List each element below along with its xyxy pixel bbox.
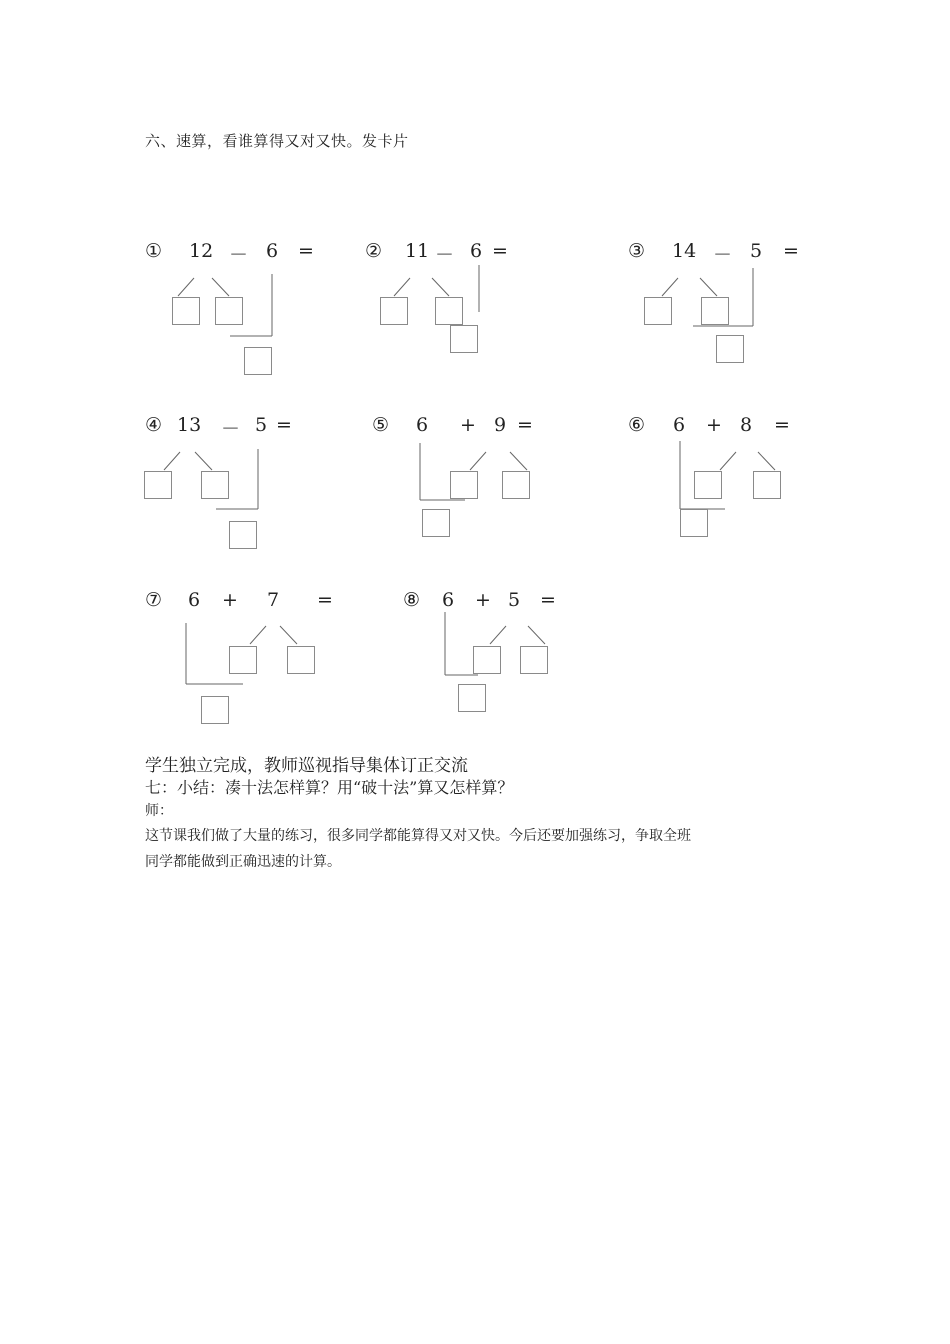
text-line-2: 七：小结：凑十法怎样算？用“破十法”算又怎样算？ xyxy=(145,778,514,797)
equals-sign: = xyxy=(774,414,790,436)
answer-box[interactable] xyxy=(229,521,257,549)
operand-b: 8 xyxy=(740,414,753,436)
problem-marker: ⑦ xyxy=(145,589,163,611)
operand-b: 6 xyxy=(470,240,483,262)
answer-box[interactable] xyxy=(450,325,478,353)
operand-b: 5 xyxy=(255,414,268,436)
operand-a: 6 xyxy=(673,414,686,436)
answer-box[interactable] xyxy=(450,471,478,499)
operand-b: 7 xyxy=(267,589,280,611)
answer-box[interactable] xyxy=(473,646,501,674)
operator: + xyxy=(475,589,491,611)
answer-box[interactable] xyxy=(201,696,229,724)
problem-marker: ⑤ xyxy=(372,414,390,436)
equals-sign: = xyxy=(540,589,556,611)
operator: － xyxy=(229,244,249,266)
problem-marker: ② xyxy=(365,240,383,262)
answer-box[interactable] xyxy=(502,471,530,499)
operand-b: 5 xyxy=(750,240,763,262)
answer-box[interactable] xyxy=(694,471,722,499)
problem-marker: ① xyxy=(145,240,163,262)
equals-sign: = xyxy=(298,240,314,262)
operator: + xyxy=(222,589,238,611)
operand-a: 6 xyxy=(416,414,429,436)
answer-box[interactable] xyxy=(215,297,243,325)
operand-a: 6 xyxy=(188,589,201,611)
equals-sign: = xyxy=(783,240,799,262)
answer-box[interactable] xyxy=(287,646,315,674)
operand-a: 12 xyxy=(189,240,214,262)
answer-box[interactable] xyxy=(644,297,672,325)
answer-box[interactable] xyxy=(716,335,744,363)
answer-box[interactable] xyxy=(172,297,200,325)
text-line-1: 学生独立完成，教师巡视指导集体订正交流 xyxy=(145,756,468,776)
problem-marker: ③ xyxy=(628,240,646,262)
text-line-5: 同学都能做到正确迅速的计算。 xyxy=(145,854,341,870)
operand-b: 9 xyxy=(494,414,507,436)
answer-box[interactable] xyxy=(753,471,781,499)
equals-sign: = xyxy=(492,240,508,262)
answer-box[interactable] xyxy=(680,509,708,537)
answer-box[interactable] xyxy=(229,646,257,674)
text-line-3: 师： xyxy=(145,803,173,819)
operand-a: 11 xyxy=(405,240,430,262)
text-line-4: 这节课我们做了大量的练习，很多同学都能算得又对又快。今后还要加强练习，争取全班 xyxy=(145,828,691,844)
operator: － xyxy=(221,418,241,440)
equals-sign: = xyxy=(276,414,292,436)
problem-marker: ⑥ xyxy=(628,414,646,436)
problem-marker: ⑧ xyxy=(403,589,421,611)
problem-marker: ④ xyxy=(145,414,163,436)
operator: － xyxy=(713,244,733,266)
answer-box[interactable] xyxy=(201,471,229,499)
equals-sign: = xyxy=(517,414,533,436)
answer-box[interactable] xyxy=(520,646,548,674)
answer-box[interactable] xyxy=(144,471,172,499)
answer-box[interactable] xyxy=(701,297,729,325)
operand-b: 6 xyxy=(266,240,279,262)
equals-sign: = xyxy=(317,589,333,611)
operand-a: 6 xyxy=(442,589,455,611)
answer-box[interactable] xyxy=(422,509,450,537)
operator: － xyxy=(435,244,455,266)
section-6-heading: 六、速算，看谁算得又对又快。发卡片 xyxy=(145,132,409,150)
operand-a: 13 xyxy=(177,414,202,436)
operand-a: 14 xyxy=(672,240,697,262)
answer-box[interactable] xyxy=(380,297,408,325)
operator: + xyxy=(706,414,722,436)
answer-box[interactable] xyxy=(244,347,272,375)
operand-b: 5 xyxy=(508,589,521,611)
answer-box[interactable] xyxy=(435,297,463,325)
answer-box[interactable] xyxy=(458,684,486,712)
operator: + xyxy=(460,414,476,436)
